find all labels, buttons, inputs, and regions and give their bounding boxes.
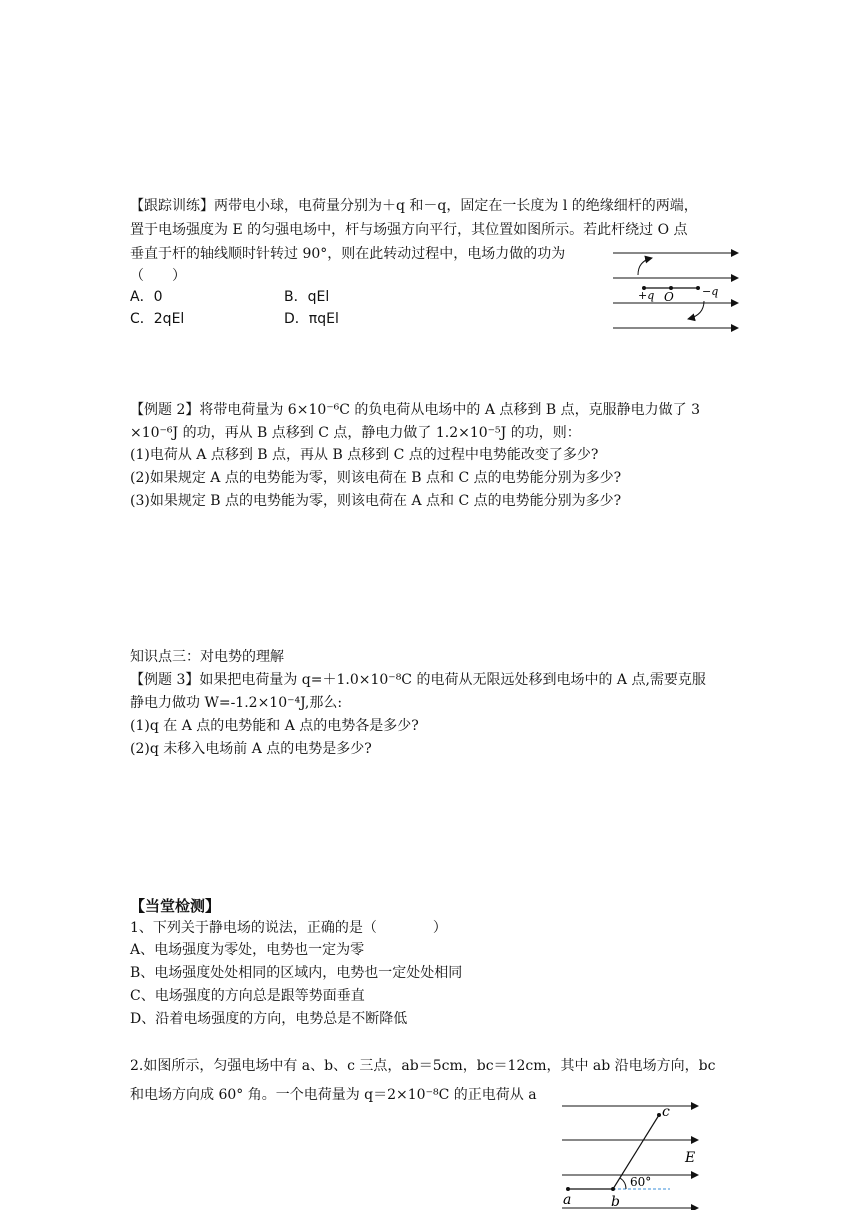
minus-q-label: −q [702,285,719,298]
example2-line-2: ×10⁻⁶J 的功，再从 B 点移到 C 点，静电力做了 1.2×10⁻⁵J 的功，则： [130,425,581,441]
example2-line-5: (3)如果规定 B 点的电势能为零，则该电荷在 A 点和 C 点的电势能分别为多少? [130,493,622,509]
option-c: C．2qEl [130,311,185,327]
check-q1-option-c: C、电场强度的方向总是跟等势面垂直 [130,988,365,1004]
example3-line-2: 静电力做功 W=-1.2×10⁻⁴J,那么: [130,695,343,711]
knowledge3-heading: 知识点三：对电势的理解 [130,649,284,665]
example2-line-3: (1)电荷从 A 点移到 B 点，再从 B 点移到 C 点的过程中电势能改变了多少? [130,447,599,463]
check-q1-stem: 1、下列关于静电场的说法，正确的是（ ） [130,920,447,936]
option-d: D．πqEl [284,311,339,327]
point-b-label: b [611,1194,620,1210]
check-q2-line-2: 和电场方向成 60° 角。一个电荷量为 q＝2×10⁻⁸C 的正电荷从 a [130,1087,537,1103]
check-q1-option-d: D、沿着电场强度的方向，电势总是不断降低 [130,1011,408,1027]
check-q2-line-1: 2.如图所示，匀强电场中有 a、b、c 三点，ab＝5cm，bc＝12cm，其中 ab 沿电场方向，bc [130,1058,716,1074]
check-heading: 【当堂检测】 [130,897,221,915]
example2-line-1: 【例题 2】将带电荷量为 6×10⁻⁶C 的负电荷从电场中的 A 点移到 B 点，克服静电力做了 3 [130,402,700,418]
rod-field-figure [608,245,743,335]
option-b: B．qEl [284,289,330,305]
tracking-line-4: （ ） [130,268,186,284]
example2-line-4: (2)如果规定 A 点的电势能为零，则该电荷在 B 点和 C 点的电势能分别为多少? [130,470,622,486]
example3-line-4: (2)q 未移入电场前 A 点的电势是多少? [130,741,372,757]
field-e-label: E [685,1150,696,1166]
example3-line-3: (1)q 在 A 点的电势能和 A 点的电势各是多少? [130,718,419,734]
tracking-line-3: 垂直于杆的轴线顺时针转过 90°，则在此转动过程中，电场力做的功为 [130,246,566,262]
point-c-label: c [662,1104,670,1120]
o-label: O [664,290,674,304]
tracking-line-1: 【跟踪训练】两带电小球，电荷量分别为＋q 和－q，固定在一长度为 l 的绝缘细杆的两端， [130,198,698,214]
option-a: A．0 [130,289,163,305]
uniform-field-figure [558,1100,708,1210]
angle-label: 60° [630,1175,652,1189]
example3-line-1: 【例题 3】如果把电荷量为 q=＋1.0×10⁻⁸C 的电荷从无限远处移到电场中的 A 点,需要克服 [130,672,706,688]
plus-q-label: +q [638,289,655,302]
check-q1-option-b: B、电场强度处处相同的区域内，电势也一定处处相同 [130,965,463,981]
check-q1-option-a: A、电场强度为零处，电势也一定为零 [130,942,365,958]
tracking-line-2: 置于电场强度为 E 的匀强电场中，杆与场强方向平行，其位置如图所示。若此杆绕过 O 点 [130,222,688,238]
point-a-label: a [563,1192,572,1208]
